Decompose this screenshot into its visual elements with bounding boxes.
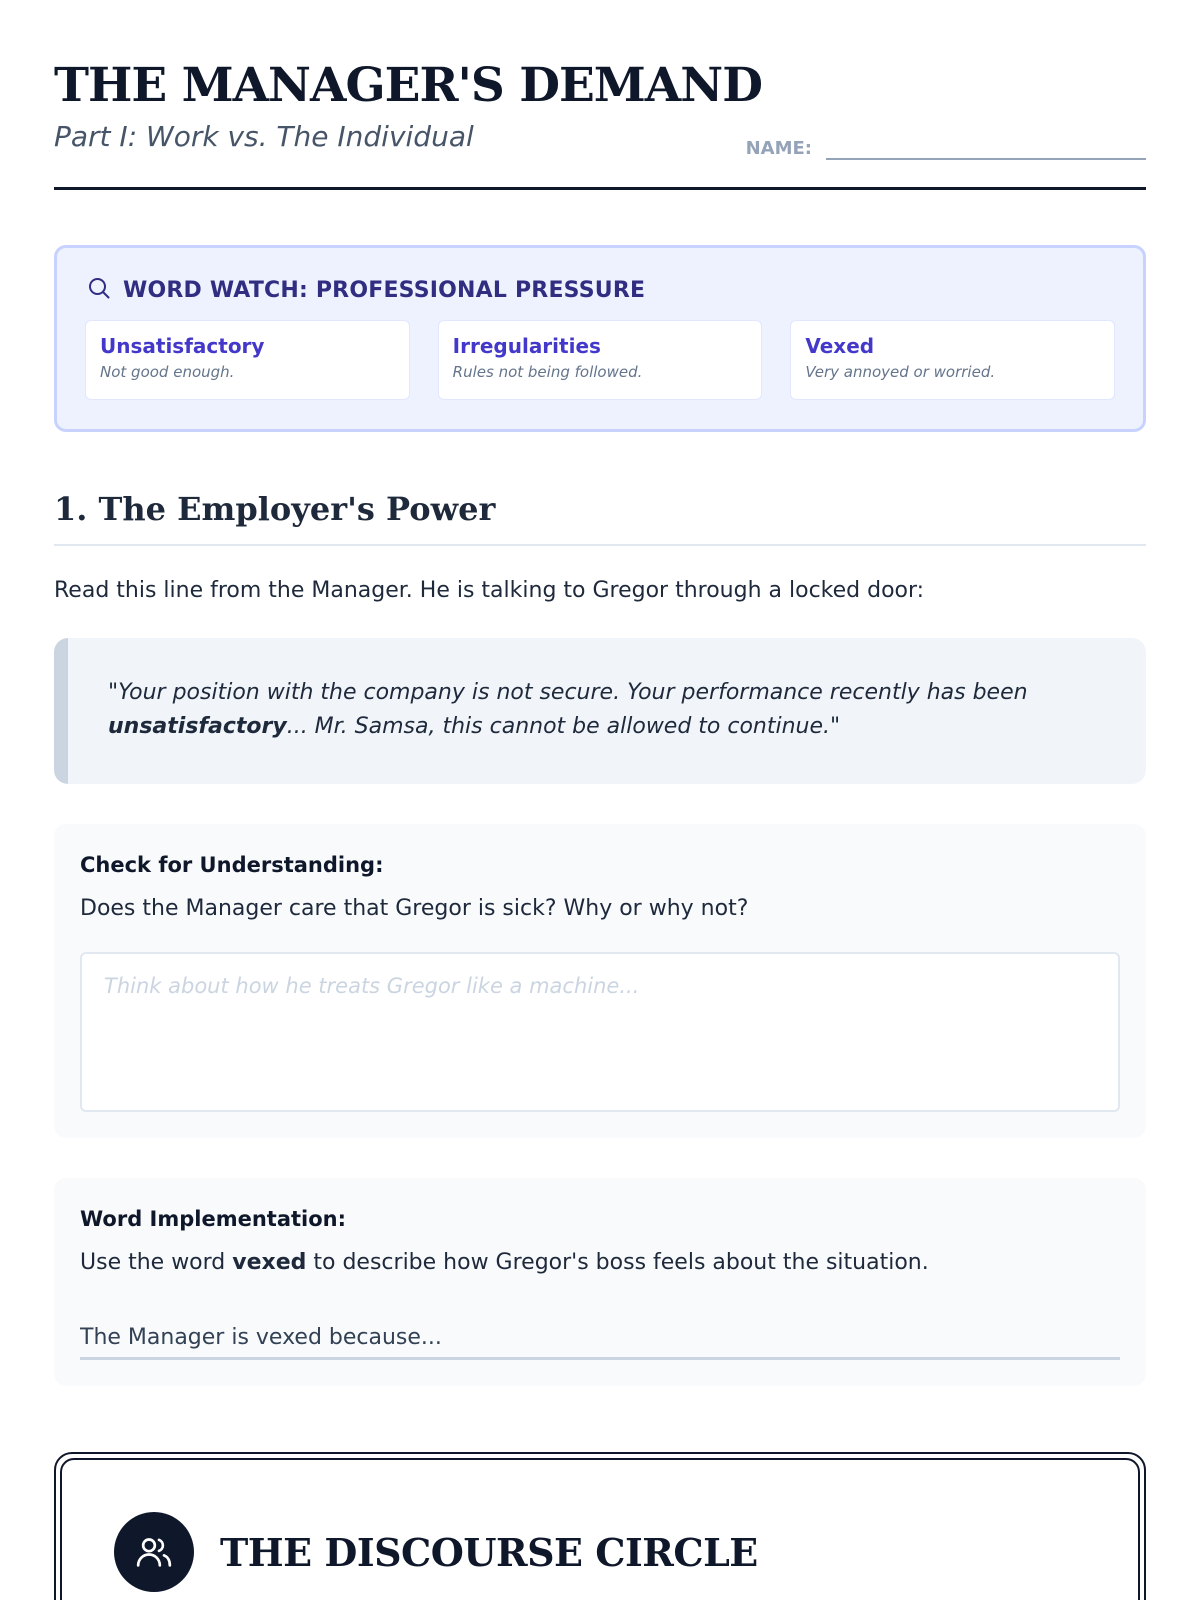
discourse-circle-inner	[60, 1458, 1140, 1600]
check-understanding-panel	[54, 824, 1146, 1138]
quote-highlight-word: unsatisfactory	[108, 714, 287, 739]
users-icon	[114, 1512, 194, 1592]
word-watch-header	[87, 276, 1115, 304]
name-field-group	[746, 134, 1146, 160]
discourse-circle-title: THE DISCOURSE CIRCLE	[220, 1530, 758, 1575]
word-watch-box	[54, 245, 1146, 432]
vocab-definition: Not good enough.	[100, 363, 235, 381]
page-subtitle: Part I: Work vs. The Individual	[54, 120, 474, 153]
vocab-term: Unsatisfactory	[100, 334, 265, 358]
vocab-definition: Very annoyed or worried.	[805, 363, 996, 381]
manager-quote	[54, 638, 1146, 784]
vocabulary-cards	[85, 320, 1115, 400]
name-label: NAME:	[745, 138, 812, 159]
discourse-circle-box	[54, 1452, 1146, 1600]
understanding-answer-input[interactable]	[80, 952, 1120, 1112]
check-understanding-label: Check for Understanding:	[80, 853, 384, 877]
quote-text	[108, 676, 1106, 744]
section-title: 1. The Employer's Power	[54, 490, 1146, 546]
name-field[interactable]	[826, 134, 1146, 160]
vocab-term: Irregularities	[452, 334, 601, 358]
quote-part-1: "Your position with the company is not secure. Your performance recently has been	[108, 680, 1028, 705]
check-understanding-question: Does the Manager care that Gregor is sick? Why or why not?	[80, 896, 749, 921]
quote-part-2: ... Mr. Samsa, this cannot be allowed to continue."	[286, 714, 841, 739]
worksheet-header	[54, 0, 1146, 190]
vocab-card-unsatisfactory	[85, 320, 410, 400]
word-implementation-panel	[54, 1178, 1146, 1386]
prompt-text-before: Use the word	[80, 1250, 233, 1275]
vexed-sentence-input[interactable]	[80, 1318, 1120, 1360]
section-intro: Read this line from the Manager. He is talking to Gregor through a locked door:	[54, 578, 925, 603]
word-implementation-label: Word Implementation:	[80, 1207, 347, 1231]
word-watch-title: WORD WATCH: PROFESSIONAL PRESSURE	[123, 277, 646, 303]
page-title: THE MANAGER'S DEMAND	[54, 58, 762, 113]
vocab-card-irregularities	[438, 320, 763, 400]
vocab-definition: Rules not being followed.	[452, 363, 643, 381]
vocab-card-vexed	[790, 320, 1115, 400]
prompt-target-word: vexed	[232, 1250, 307, 1275]
prompt-text-after: to describe how Gregor's boss feels about the situation.	[306, 1250, 929, 1275]
word-implementation-prompt	[80, 1248, 1120, 1278]
vocab-term: Vexed	[805, 334, 875, 358]
search-icon	[87, 276, 111, 304]
